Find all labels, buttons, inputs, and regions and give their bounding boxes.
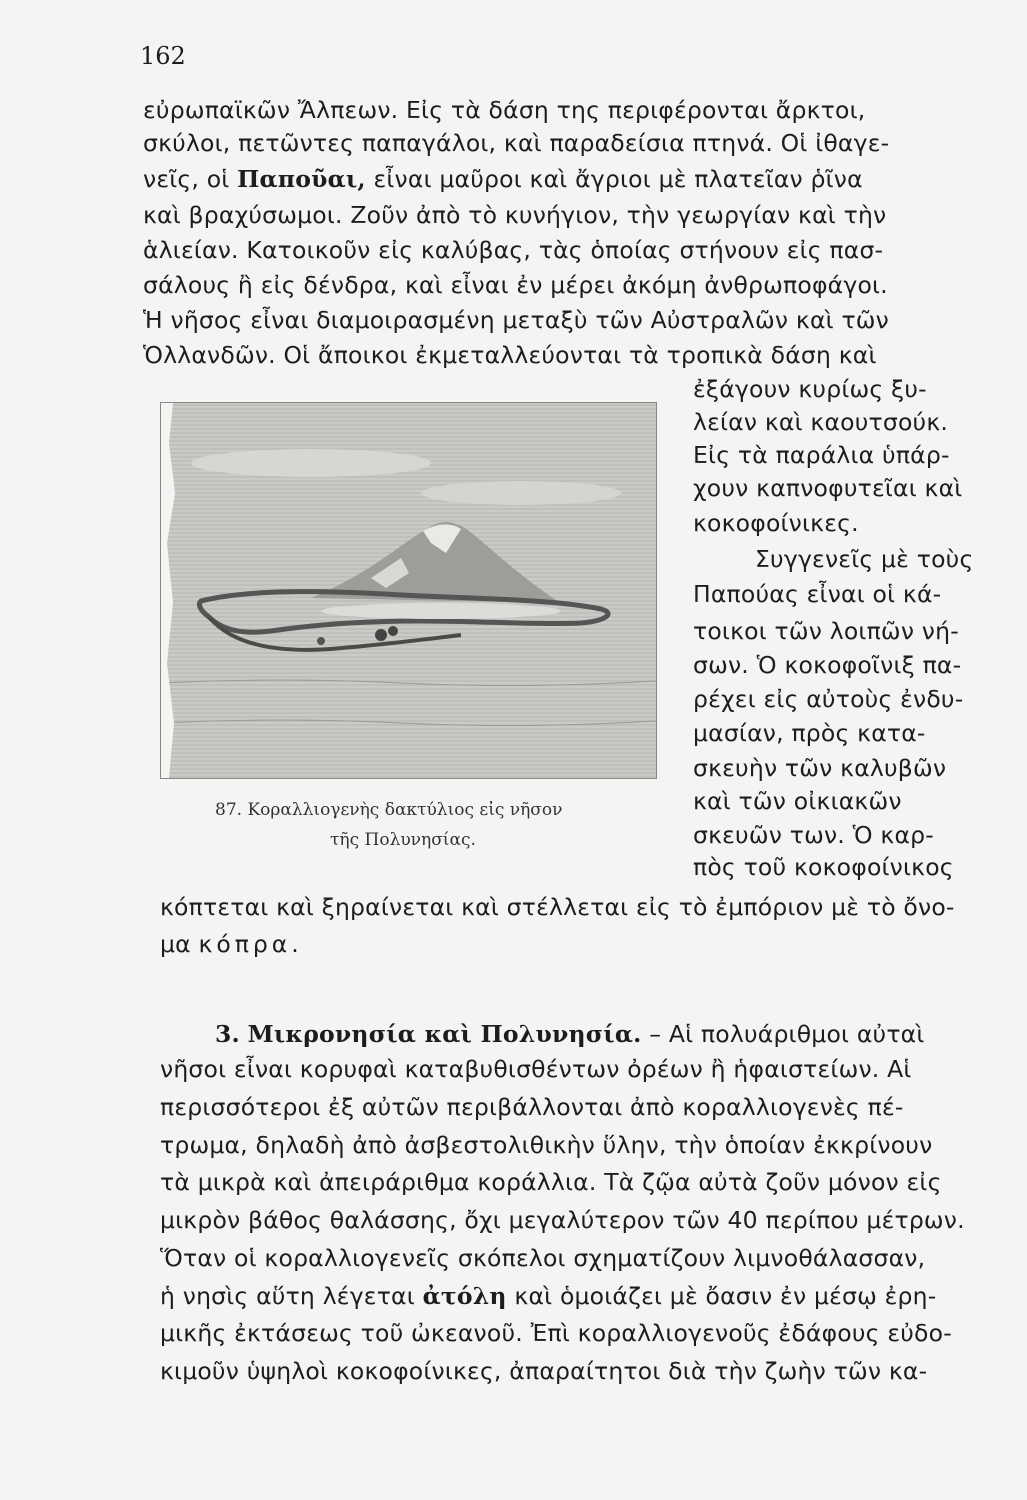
column-line: ρέχει εἰς αὐτοὺς ἐνδυ- (693, 685, 964, 713)
text-line: Ὅταν οἱ κοραλλιογενεῖς σκόπελοι σχηματίζουν λιμνοθάλασσαν, (160, 1244, 926, 1272)
figure-caption: τῆς Πολυνησίας. (330, 830, 476, 850)
page-number: 162 (140, 42, 186, 70)
column-line: Συγγενεῖς μὲ τοὺς (755, 545, 974, 573)
text-line: νῆσοι εἶναι κορυφαὶ καταβυθισθέντων ὀρέων ἢ ἡφαιστείων. Αἱ (160, 1055, 912, 1083)
column-line: λείαν καὶ καουτσούκ. (693, 408, 949, 436)
text-fragment: ἡ νησὶς αὕτη λέγεται (160, 1282, 415, 1310)
text-line: τὰ μικρὰ καὶ ἀπειράριθμα κοράλλια. Τὰ ζῷα αὐτὰ ζοῦν μόνον εἰς (160, 1168, 942, 1196)
column-line: σκευῶν των. Ὁ καρ- (693, 821, 934, 849)
text-line: ἁλιείαν. Κατοικοῦν εἰς καλύβας, τὰς ὁποίας στήνουν εἰς πασ- (143, 236, 884, 264)
column-line: καὶ τῶν οἰκιακῶν (693, 787, 902, 815)
column-line: Εἰς τὰ παράλια ὑπάρ- (693, 441, 950, 469)
text-line: κόπτεται καὶ ξηραίνεται καὶ στέλλεται εἰς τὸ ἐμπόριον μὲ τὸ ὄνο- (160, 893, 955, 921)
text-line: εὐρωπαϊκῶν Ἄλπεων. Εἰς τὰ δάση της περιφέρονται ἄρκτοι, (143, 96, 866, 124)
text-line: κιμοῦν ὑψηλοὶ κοκοφοίνικες, ἀπαραίτητοι διὰ τὴν ζωὴν τῶν κα- (160, 1357, 928, 1385)
column-line: ἐξάγουν κυρίως ξυ- (693, 375, 927, 403)
text-line: Ὁλλανδῶν. Οἱ ἄποικοι ἐκμεταλλεύονται τὰ τροπικὰ δάση καὶ (143, 341, 877, 369)
section-intro: – Αἱ πολυάριθμοι αὐταὶ (649, 1020, 925, 1048)
text-line: τρωμα, δηλαδὴ ἀπὸ ἀσβεστολιθικὴν ὕλην, τὴν ὁποίαν ἐκκρίνουν (160, 1131, 933, 1159)
column-line: πὸς τοῦ κοκοφοίνικος (693, 853, 954, 881)
figure-caption: 87. Κοραλλιογενὴς δακτύλιος εἰς νῆσον (215, 800, 563, 820)
text-line: μικρὸν βάθος θαλάσσης, ὄχι μεγαλύτερον τῶν 40 περίπου μέτρων. (160, 1206, 965, 1234)
column-line: μασίαν, πρὸς κατα- (693, 719, 926, 747)
text-line: μικῆς ἐκτάσεως τοῦ ὠκεανοῦ. Ἐπὶ κοραλλιογενοῦς ἐδάφους εὐδο- (160, 1319, 952, 1347)
text-fragment: μα (160, 930, 191, 958)
text-line: καὶ βραχύσωμοι. Ζοῦν ἀπὸ τὸ κυνήγιον, τὴν γεωργίαν καὶ τὴν (143, 201, 887, 229)
column-line: κοκοφοίνικες. (693, 509, 859, 537)
column-line: σκευὴν τῶν καλυβῶν (693, 754, 947, 782)
bold-term-atoll: ἀτόλη (422, 1282, 507, 1310)
section-title: Μικρονησία καὶ Πολυνησία. (247, 1020, 642, 1048)
section-number: 3. (215, 1020, 240, 1048)
bold-term-papuans: Παποῦαι, (237, 165, 366, 193)
column-line: σων. Ὁ κοκοφοῖνιξ πα- (693, 651, 962, 679)
column-line: χουν καπνοφυτεῖαι καὶ (693, 474, 963, 502)
section-heading (215, 1020, 925, 1048)
text-line (160, 930, 303, 958)
text-fragment: καὶ ὁμοιάζει μὲ ὄασιν ἐν μέσῳ ἐρη- (514, 1282, 937, 1310)
text-line (160, 1282, 936, 1310)
text-line: Ἡ νῆσος εἶναι διαμοιρασμένη μεταξὺ τῶν Αὐστραλῶν καὶ τῶν (143, 306, 890, 334)
text-line (143, 165, 863, 193)
text-line: σκύλοι, πετῶντες παπαγάλοι, καὶ παραδείσια πτηνά. Οἱ ἰθαγε- (143, 129, 890, 157)
term-kopra: κόπρα. (198, 930, 303, 958)
column-line: Παπούας εἶναι οἱ κά- (693, 580, 942, 608)
text-fragment: νεῖς, οἱ (143, 165, 230, 193)
atoll-illustration (160, 402, 657, 779)
text-line: σάλους ἢ εἰς δένδρα, καὶ εἶναι ἐν μέρει ἀκόμη ἀνθρωποφάγοι. (143, 271, 888, 299)
text-fragment: εἶναι μαῦροι καὶ ἄγριοι μὲ πλατεῖαν ῥῖνα (373, 165, 863, 193)
column-line: τοικοι τῶν λοιπῶν νή- (693, 617, 959, 645)
text-line: περισσότεροι ἐξ αὐτῶν περιβάλλονται ἀπὸ κοραλλιογενὲς πέ- (160, 1093, 904, 1121)
